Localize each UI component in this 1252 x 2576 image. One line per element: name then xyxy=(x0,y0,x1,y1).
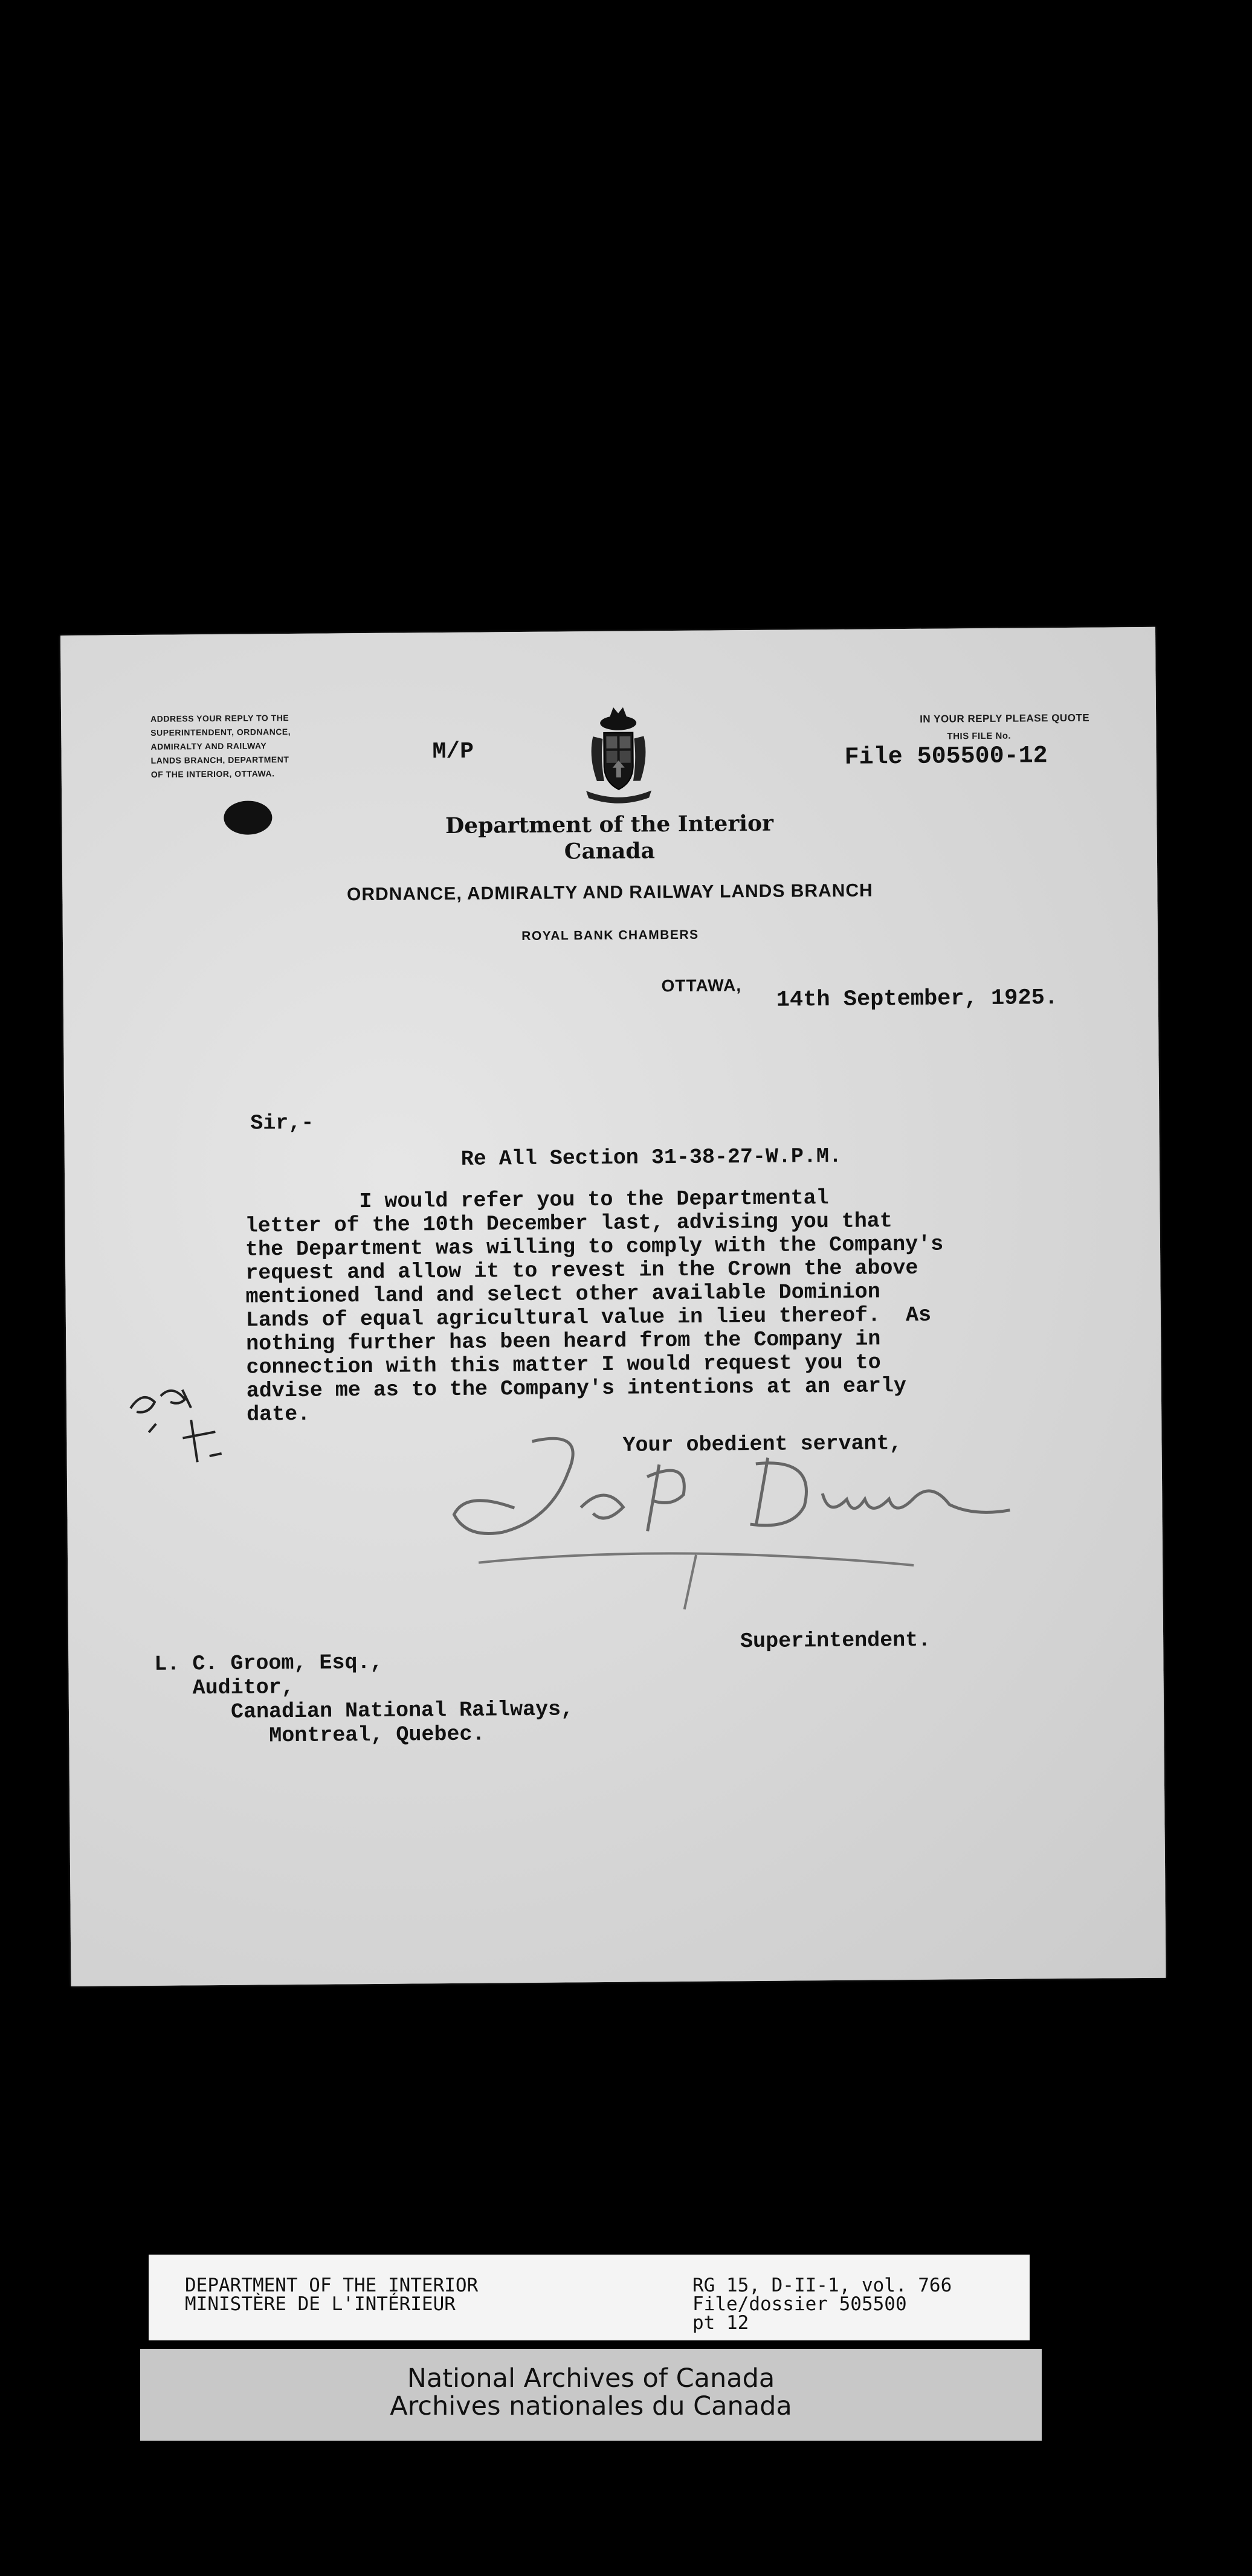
reply-address-block xyxy=(150,710,350,782)
archive-reference-line: File/dossier 505500 xyxy=(692,2293,907,2315)
body-line: the Department was willing to comply with the Company's xyxy=(245,1232,944,1262)
institution-name-fr: Archives nationales du Canada xyxy=(390,2391,792,2421)
subject-line: Re All Section 31-38-27-W.P.M. xyxy=(460,1144,842,1171)
quote-notice: IN YOUR REPLY PLEASE QUOTE xyxy=(920,712,1090,725)
reply-address-line: SUPERINTENDENT, ORDNANCE, xyxy=(150,727,291,738)
reply-address-line: OF THE INTERIOR, OTTAWA. xyxy=(150,768,275,779)
closing: Your obedient servant, xyxy=(622,1431,902,1458)
file-number: File 505500-12 xyxy=(844,742,1048,771)
body-line: I would refer you to the Departmental xyxy=(245,1186,829,1215)
addressee-line: Canadian National Railways, xyxy=(154,1697,574,1725)
body-line: nothing further has been heard from the Company in xyxy=(246,1327,881,1356)
coat-of-arms-icon xyxy=(576,702,661,805)
archive-department-line: DEPARTMENT OF THE INTERIOR xyxy=(185,2275,479,2296)
handwritten-signature xyxy=(429,1413,1059,1623)
addressee-line: Auditor, xyxy=(154,1675,294,1701)
body-line: letter of the 10th December last, advising you that xyxy=(245,1209,892,1238)
reply-address-line: ADDRESS YOUR REPLY TO THE xyxy=(150,713,289,724)
body-line: advise me as to the Company's intentions at an early xyxy=(246,1374,907,1403)
reply-address-line: ADMIRALTY AND RAILWAY xyxy=(150,741,267,752)
institution-name-en: National Archives of Canada xyxy=(407,2363,775,2394)
letter-date: 14th September, 1925. xyxy=(776,985,1059,1013)
letter-page xyxy=(60,627,1166,1986)
reply-address-line: LANDS BRANCH, DEPARTMENT xyxy=(150,755,289,765)
this-file-label: THIS FILE No. xyxy=(947,730,1012,742)
archive-department-line: MINISTÈRE DE L'INTÉRIEUR xyxy=(185,2293,456,2315)
handwritten-initials xyxy=(124,1365,270,1475)
archive-department xyxy=(185,2276,478,2314)
department-country: Canada xyxy=(564,838,655,865)
department-heading xyxy=(62,807,1157,869)
archive-reference-label xyxy=(149,2255,1030,2340)
signer-title: Superintendent. xyxy=(740,1628,931,1654)
archive-reference-line: pt 12 xyxy=(692,2312,749,2334)
body-line: date. xyxy=(246,1402,311,1427)
letter-body xyxy=(245,1186,944,1427)
addressee-line: Montreal, Quebec. xyxy=(155,1722,485,1749)
salutation: Sir,- xyxy=(250,1110,314,1136)
addressee-block xyxy=(154,1649,573,1748)
department-name: Department of the Interior xyxy=(445,810,774,839)
letter-city: OTTAWA, xyxy=(661,976,742,996)
chambers-name: ROYAL BANK CHAMBERS xyxy=(521,927,699,944)
archive-reference-line: RG 15, D-II-1, vol. 766 xyxy=(692,2275,952,2296)
body-line: connection with this matter I would request you to xyxy=(246,1350,881,1380)
archive-reference xyxy=(692,2276,952,2333)
branch-name: ORDNANCE, ADMIRALTY AND RAILWAY LANDS BRANCH xyxy=(346,880,873,905)
body-line: request and allow it to revest in the Crown the above xyxy=(245,1255,918,1286)
reference-initials: M/P xyxy=(432,738,474,765)
addressee-line: L. C. Groom, Esq., xyxy=(154,1650,383,1676)
body-line: Lands of equal agricultural value in lieu thereof. As xyxy=(245,1302,932,1333)
institution-banner xyxy=(140,2349,1042,2441)
body-line: mentioned land and select other available Dominion xyxy=(245,1280,880,1309)
